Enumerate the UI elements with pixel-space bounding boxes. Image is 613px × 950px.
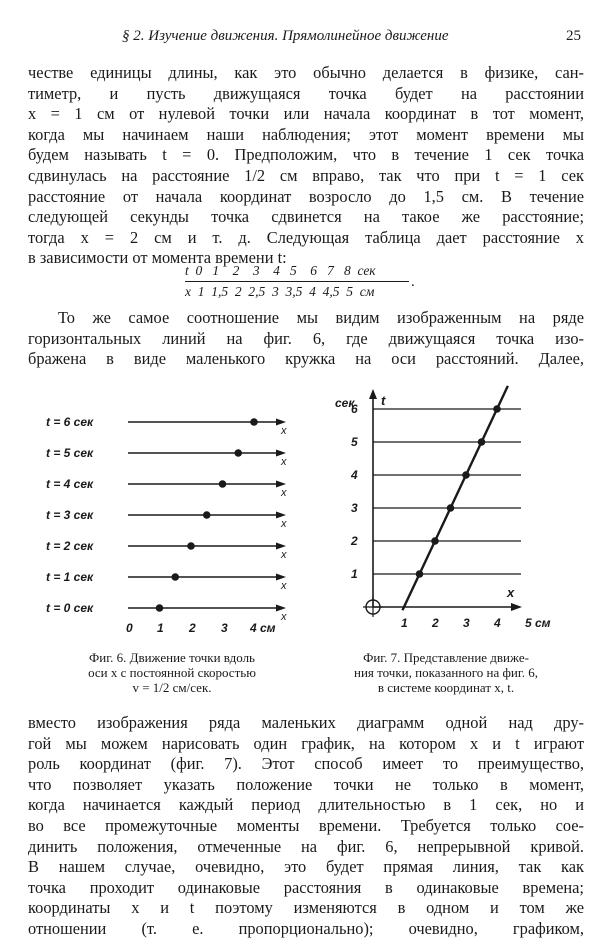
fig7-data-point [447, 504, 455, 512]
text-line: тогда x = 2 см и т. д. Следующая таблица дает расстояние x [28, 227, 584, 247]
caption-line: в системе координат x, t. [377, 680, 515, 695]
text-line: честве единицы длины, как это обычно делается в физике, сан- [28, 63, 584, 82]
caption-line: оси x с постоянной скоростью [88, 665, 256, 680]
fig7-y-letter: t [381, 393, 386, 408]
fig7-y-arrow [369, 389, 377, 399]
text-line: x = 1 см от нулевой точки или начала координат в тот момент, [28, 104, 584, 124]
fig6-moving-point [187, 542, 195, 550]
caption-line: v = 1/2 см/сек. [132, 680, 212, 695]
fig6-tick-3: 3 [221, 621, 228, 635]
table-rule [185, 281, 409, 282]
fig7-data-point [478, 438, 486, 446]
fig7-y-tick-label: 3 [351, 501, 358, 515]
page-number: 25 [566, 28, 581, 44]
fig6-tick-0: 0 [126, 621, 133, 635]
text-line: То же самое соотношение мы видим изображенным на ряде [58, 308, 584, 327]
fig6-axis-letter: x [281, 611, 287, 623]
text-line: роль координат (фиг. 7). Этот способ имеет то преимущество, [28, 754, 584, 774]
text-line: отношении (т. е. пропорционально); очевидно, графиком, [28, 918, 584, 938]
fig7-x-tick-label: 1 [401, 616, 408, 630]
figure-6 [40, 400, 305, 640]
text-line: вместо изображения ряда маленьких диаграмм одной над дру- [28, 713, 584, 732]
text-line: гой мы можем нарисовать один график, на котором x и t играют [28, 733, 584, 753]
text-line: бражена в виде маленького кружка на оси расстояний. Далее, [28, 349, 584, 369]
text-line: следующей секунды точка сдвинется на такое же расстояние; [28, 207, 584, 227]
caption-line: ния точки, показанного на фиг. 6, [353, 665, 539, 680]
text-line: когда мы начинаем наши наблюдения; этот момент времени мы [28, 124, 584, 144]
fig7-data-point [493, 405, 501, 413]
distance-time-table [185, 262, 415, 301]
fig7-y-tick-label: 2 [351, 534, 358, 548]
running-header [0, 28, 613, 48]
text-line: В нашем случае, очевидно, это будет прямая линия, так как [28, 857, 584, 877]
fig6-axis-letter: x [281, 549, 287, 561]
fig7-data-point [416, 570, 424, 578]
table-end-mark: . [411, 274, 415, 290]
fig6-moving-point [203, 511, 211, 519]
text-line: координаты x и t поэтому изменяются в одном и том же [28, 898, 584, 918]
header-title: § 2. Изучение движения. Прямолинейное движение [122, 28, 449, 44]
fig7-x-arrow [511, 603, 522, 611]
fig7-caption [312, 650, 580, 695]
text-line: что позволяет указать положение точки не только в момент, [28, 774, 584, 794]
figure-7-chart [325, 385, 551, 640]
fig6-row-label: t = 4 сек [46, 477, 94, 491]
fig7-y-tick-label: 1 [351, 567, 358, 581]
text-line: когда начинается каждый период длительностью в 1 сек, но и [28, 795, 584, 815]
fig7-y-unit: сек [335, 396, 355, 410]
text-line: будем называть t = 0. Предположим, что в течение 1 сек точка [28, 145, 584, 165]
fig6-moving-point [234, 449, 242, 457]
fig6-tick-1: 1 [157, 621, 164, 635]
text-line: тиметр, и пусть движущаяся точка будет на расстоянии [28, 83, 584, 103]
fig7-y-tick-label: 5 [351, 435, 358, 449]
fig6-moving-point [156, 604, 164, 612]
text-line: горизонтальных линий на фиг. 6, где движущаяся точка изо- [28, 328, 584, 348]
table-row-x: x 1 1,5 2 2,5 3 3,5 4 4,5 5 см [185, 284, 375, 299]
fig7-y-tick-label: 4 [351, 468, 358, 482]
fig6-row-label: t = 1 сек [46, 570, 94, 584]
paragraph-2 [28, 308, 584, 370]
fig6-moving-point [250, 418, 258, 426]
text-line: сдвинулась на расстояние 1/2 см вправо, так что при t = 1 сек [28, 165, 584, 185]
caption-line: Фиг. 6. Движение точки вдоль [89, 650, 255, 665]
fig7-y-tick-label: 6 [351, 402, 358, 416]
fig6-moving-point [171, 573, 179, 581]
fig7-x-letter: x [507, 585, 515, 600]
text-line: в зависимости от момента времени t: [28, 248, 287, 268]
fig7-x-tick-label: 2 [432, 616, 439, 630]
fig6-row-label: t = 0 сек [46, 601, 94, 615]
fig6-row-label: t = 5 сек [46, 446, 94, 460]
fig6-axis-letter: x [281, 456, 287, 468]
fig7-data-point [462, 471, 470, 479]
text-line: во все промежуточные моменты времени. Требуется только сое- [28, 815, 584, 835]
fig6-axis-letter: x [281, 518, 287, 530]
paragraph-3 [28, 713, 584, 940]
fig7-x-tick-label: 3 [463, 616, 470, 630]
fig6-row-label: t = 3 сек [46, 508, 94, 522]
fig6-moving-point [219, 480, 227, 488]
fig7-x-tick-label: 5 см [525, 616, 551, 630]
fig7-data-point [431, 537, 439, 545]
fig6-tick-4: 4 см [250, 621, 276, 635]
text-line: точка проходит одинаковые расстояния в одинаковые времена; [28, 877, 584, 897]
paragraph-1 [28, 63, 584, 269]
fig6-row-label: t = 2 сек [46, 539, 94, 553]
caption-line: Фиг. 7. Представление движе- [363, 650, 529, 665]
text-line: расстояние от начала координат возросло до 1,5 см. В течение [28, 186, 584, 206]
table-row-t: t 0 1 2 3 4 5 6 7 8 сек [185, 263, 376, 278]
text-line: динить положения, отмеченные на фиг. 6, непрерывной кривой. [28, 836, 584, 856]
fig6-row-label: t = 6 сек [46, 415, 94, 429]
fig6-axis-letter: x [281, 580, 287, 592]
fig6-axis-letter: x [281, 487, 287, 499]
fig6-tick-2: 2 [189, 621, 196, 635]
fig6-caption [44, 650, 300, 695]
fig6-axis-letter: x [281, 425, 287, 437]
fig7-x-tick-label: 4 [494, 616, 501, 630]
